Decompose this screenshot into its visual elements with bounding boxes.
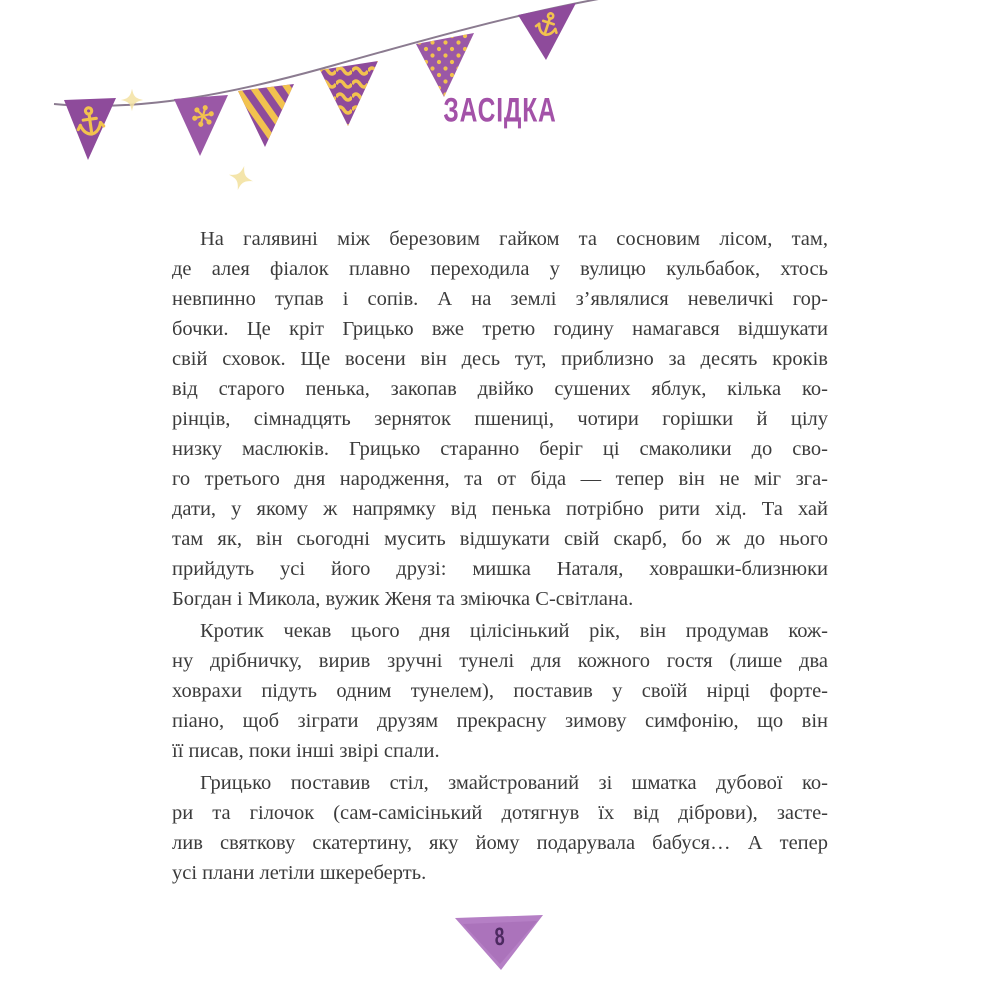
text-line: свій сховок. Ще восени він десь тут, приблизно за десять кроків [172, 348, 828, 370]
text-line: ри та гілочок (сам-самісінький дотягнув їх від діброви), засте- [172, 802, 828, 824]
text-line: На галявині між березовим гайком та сосновим лісом, там, [200, 228, 828, 250]
text-line: прийдуть усі його друзі: мишка Наталя, ховрашки-близнюки [172, 558, 828, 580]
text-line: там як, він сьогодні мусить відшукати свій скарб, бо ж до нього [172, 528, 828, 550]
text-line: ховрахи підуть одним тунелем), поставив у своїй нірці форте- [172, 680, 828, 702]
text-line: дати, у якому ж напрямку від пенька потрібно рити хід. Та хай [172, 498, 828, 520]
text-line: Грицько поставив стіл, змайстрований зі шматка дубової ко- [200, 772, 828, 794]
page-number: 8 [493, 921, 506, 952]
text-line: її писав, поки інші звірі спали. [172, 740, 440, 762]
paragraph [172, 224, 828, 614]
page-number-marker [451, 912, 547, 974]
chapter-title [0, 91, 1000, 130]
text-line: бочки. Це кріт Грицько вже третю годину намагався відшукати [172, 318, 828, 340]
sparkle-star-icon [226, 163, 256, 193]
text-line: Кротик чекав цього дня цілісінький рік, він продумав кож- [200, 620, 828, 642]
paragraph [172, 616, 828, 766]
bunting-flag-dots-icon [416, 33, 474, 97]
text-line: низку маслюків. Грицько старанно беріг ці смаколики до сво- [172, 438, 828, 460]
text-line: го третього дня народження, та от біда — тепер він не міг зга- [172, 468, 828, 490]
text-line: усі плани летіли шкереберть. [172, 862, 427, 884]
bunting-flag-anchor-icon [518, 3, 576, 60]
chapter-title-text: ЗАСІДКА [443, 91, 557, 130]
paragraph [172, 768, 828, 888]
text-line: від старого пенька, закопав двійко сушених яблук, кілька ко- [172, 378, 828, 400]
text-line: рінців, сімнадцять зерняток пшениці, чотири горішки й цілу [172, 408, 828, 430]
text-line: ну дрібничку, вирив зручні тунелі для кожного гостя (лише два [172, 650, 828, 672]
text-line: Богдан і Микола, вужик Женя та зміючка С-світлана. [172, 588, 634, 610]
text-line: піано, щоб зіграти друзям прекрасну зимову симфонію, що він [172, 710, 828, 732]
text-line: де алея фіалок плавно переходила у вулицю кульбабок, хтось [172, 258, 828, 280]
text-line: лив святкову скатертину, яку йому подарувала бабуся… А тепер [172, 832, 828, 854]
text-line: невпинно тупав і сопів. А на землі з’являлися невеличкі гор- [172, 288, 828, 310]
story-text [172, 224, 828, 890]
